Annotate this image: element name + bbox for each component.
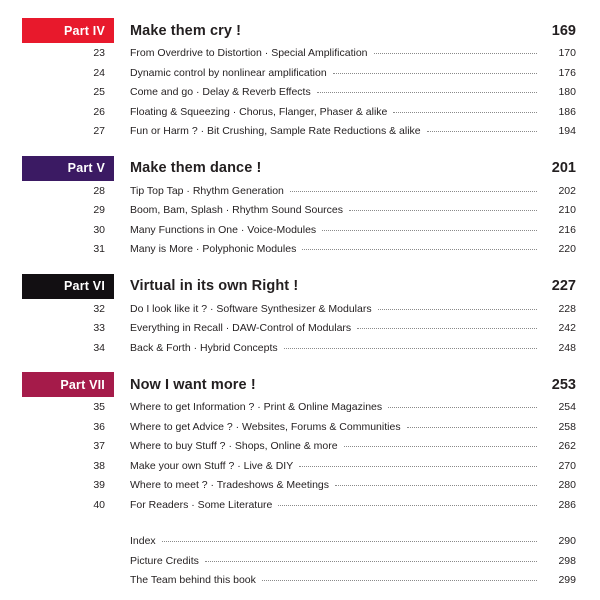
toc-leader-dots bbox=[333, 72, 537, 74]
toc-entry-page-number: 248 bbox=[558, 341, 576, 354]
toc-entry-page-number: 228 bbox=[558, 302, 576, 315]
toc-entry-body bbox=[114, 401, 580, 413]
toc-entry-page-number: 280 bbox=[558, 479, 576, 491]
toc-entry-page-number: 242 bbox=[558, 322, 576, 334]
toc-entry-page-number: 176 bbox=[558, 66, 576, 79]
toc-entry-title: Fun or Harm ? · Bit Crushing, Sample Rate Reductions & alike bbox=[130, 125, 421, 137]
toc-leader-dots bbox=[335, 484, 537, 486]
toc-entry-row[interactable] bbox=[22, 67, 580, 87]
toc-entry-body bbox=[114, 224, 580, 236]
toc-leader-dots bbox=[374, 52, 538, 54]
toc-part-tag: Part V bbox=[22, 156, 114, 181]
toc-entry-title: Floating & Squeezing · Chorus, Flanger, Phaser & alike bbox=[130, 105, 388, 118]
toc-entry-body bbox=[114, 243, 580, 255]
toc-leader-dots bbox=[317, 91, 537, 93]
toc-entry-row[interactable] bbox=[22, 421, 580, 441]
toc-entry-row[interactable] bbox=[22, 303, 580, 323]
toc-entry-title: Many Functions in One · Voice-Modules bbox=[130, 223, 317, 236]
toc-entry-body bbox=[114, 106, 580, 118]
toc-back-matter bbox=[22, 535, 580, 594]
toc-entry-title: From Overdrive to Distortion · Special Amplification bbox=[130, 47, 368, 59]
toc-part-spacer bbox=[22, 145, 580, 154]
toc-leader-dots bbox=[393, 111, 537, 113]
toc-leader-dots bbox=[388, 406, 537, 408]
toc-leader-dots bbox=[162, 540, 537, 542]
toc-entry-number: 34 bbox=[93, 341, 105, 354]
toc-entry-page-number: 216 bbox=[558, 223, 576, 236]
toc-entry-row[interactable] bbox=[22, 185, 580, 205]
toc-entry-body bbox=[114, 303, 580, 315]
toc-part-page-number: 169 bbox=[551, 22, 576, 39]
toc-part-header[interactable] bbox=[22, 372, 580, 397]
toc-entry-number: 38 bbox=[93, 459, 105, 472]
toc-part-title: Make them cry ! bbox=[130, 22, 242, 39]
toc-part-spacer bbox=[22, 361, 580, 370]
toc-entry-row[interactable] bbox=[22, 460, 580, 480]
toc-entry-row[interactable] bbox=[22, 86, 580, 106]
toc-entry-title: Many is More · Polyphonic Modules bbox=[130, 243, 297, 255]
toc-leader-dots bbox=[378, 308, 537, 310]
toc-part-title-wrap bbox=[114, 278, 580, 294]
toc-entry-body bbox=[114, 421, 580, 433]
toc-entry-title: Where to get Advice ? · Websites, Forums & Communities bbox=[130, 420, 401, 433]
toc-entry-number: 33 bbox=[93, 322, 105, 334]
toc-part-title-wrap bbox=[114, 377, 580, 393]
toc-part-spacer bbox=[22, 263, 580, 272]
toc-leader-dots bbox=[262, 579, 537, 581]
toc-leader-dots bbox=[322, 229, 537, 231]
toc-entry-body bbox=[114, 204, 580, 216]
toc-parts-container bbox=[22, 18, 580, 527]
toc-chapter-list bbox=[22, 47, 580, 145]
toc-entry-number: 37 bbox=[93, 440, 105, 452]
toc-entry-number: 23 bbox=[93, 47, 105, 59]
toc-part-title: Virtual in its own Right ! bbox=[130, 278, 299, 294]
toc-part-header[interactable] bbox=[22, 18, 580, 43]
toc-entry-page-number: 298 bbox=[558, 554, 576, 567]
toc-entry-page-number: 180 bbox=[558, 86, 576, 98]
toc-entry-number: 25 bbox=[93, 86, 105, 98]
toc-entry-body bbox=[114, 47, 580, 59]
toc-entry-page-number: 170 bbox=[558, 47, 576, 59]
toc-entry-row[interactable] bbox=[22, 401, 580, 421]
toc-entry-page-number: 210 bbox=[558, 204, 576, 216]
toc-entry-page-number: 258 bbox=[558, 420, 576, 433]
toc-leader-dots bbox=[299, 465, 537, 467]
toc-entry-body bbox=[114, 440, 580, 452]
toc-part-tag: Part VII bbox=[22, 372, 114, 397]
toc-entry-number: 31 bbox=[93, 243, 105, 255]
toc-leader-dots bbox=[349, 209, 537, 211]
toc-entry-number: 26 bbox=[93, 105, 105, 118]
toc-chapter-list bbox=[22, 401, 580, 518]
toc-part-title: Now I want more ! bbox=[130, 376, 256, 393]
toc-entry-body bbox=[114, 125, 580, 137]
toc-entry-row[interactable] bbox=[22, 342, 580, 362]
toc-entry-body bbox=[114, 555, 580, 567]
toc-entry-page-number: 194 bbox=[558, 125, 576, 137]
toc-entry-number: 29 bbox=[93, 204, 105, 216]
toc-chapter-list bbox=[22, 185, 580, 263]
toc-entry-title: Where to buy Stuff ? · Shops, Online & more bbox=[130, 440, 338, 452]
toc-leader-dots bbox=[407, 426, 537, 428]
toc-entry-number: 35 bbox=[93, 401, 105, 413]
toc-entry-page-number: 202 bbox=[558, 184, 576, 197]
toc-entry-page-number: 262 bbox=[558, 440, 576, 452]
toc-leader-dots bbox=[205, 560, 537, 562]
toc-entry-title: Everything in Recall · DAW-Control of Modulars bbox=[130, 322, 352, 334]
toc-entry-row[interactable] bbox=[22, 499, 580, 519]
toc-entry-body bbox=[114, 535, 580, 547]
toc-part-block bbox=[22, 274, 580, 371]
toc-entry-number: 39 bbox=[93, 479, 105, 491]
toc-entry-row[interactable] bbox=[22, 322, 580, 342]
toc-entry-row[interactable] bbox=[22, 440, 580, 460]
toc-part-tag: Part IV bbox=[22, 18, 114, 43]
toc-entry-row[interactable] bbox=[22, 535, 580, 555]
toc-entry-number: 27 bbox=[93, 125, 105, 137]
toc-part-block bbox=[22, 372, 580, 527]
toc-entry-body bbox=[114, 342, 580, 354]
toc-entry-title: For Readers · Some Literature bbox=[130, 498, 273, 511]
toc-entry-title: Tip Top Tap · Rhythm Generation bbox=[130, 184, 284, 197]
toc-leader-dots bbox=[357, 327, 537, 329]
toc-leader-dots bbox=[290, 190, 537, 192]
toc-entry-number: 32 bbox=[93, 302, 105, 315]
toc-part-block bbox=[22, 18, 580, 154]
toc-entry-title: Where to get Information ? · Print & Online Magazines bbox=[130, 401, 383, 413]
toc-entry-body bbox=[114, 499, 580, 511]
toc-part-block bbox=[22, 156, 580, 272]
toc-part-title-wrap bbox=[114, 160, 580, 176]
toc-part-spacer bbox=[22, 518, 580, 527]
toc-part-tag: Part VI bbox=[22, 274, 114, 299]
toc-entry-body bbox=[114, 460, 580, 472]
toc-entry-row[interactable] bbox=[22, 47, 580, 67]
toc-entry-number: 36 bbox=[93, 420, 105, 433]
toc-entry-body bbox=[114, 322, 580, 334]
toc-entry-title: Come and go · Delay & Reverb Effects bbox=[130, 86, 311, 98]
toc-entry-title: Where to meet ? · Tradeshows & Meetings bbox=[130, 479, 330, 491]
toc-entry-number: 24 bbox=[93, 66, 105, 79]
toc-entry-title: Picture Credits bbox=[130, 554, 199, 567]
toc-entry-row[interactable] bbox=[22, 574, 580, 594]
toc-entry-number: 28 bbox=[93, 184, 105, 197]
toc-entry-title: The Team behind this book bbox=[130, 574, 256, 586]
toc-entry-body bbox=[114, 185, 580, 197]
toc-entry-page-number: 299 bbox=[558, 574, 576, 586]
toc-entry-row[interactable] bbox=[22, 224, 580, 244]
toc-entry-title: Index bbox=[130, 535, 156, 547]
toc-entry-row[interactable] bbox=[22, 555, 580, 575]
toc-leader-dots bbox=[427, 130, 537, 132]
toc-entry-row[interactable] bbox=[22, 204, 580, 224]
toc-entry-page-number: 186 bbox=[558, 105, 576, 118]
toc-entry-page-number: 286 bbox=[558, 498, 576, 511]
toc-part-header[interactable] bbox=[22, 156, 580, 181]
toc-entry-page-number: 254 bbox=[558, 401, 576, 413]
toc-entry-body bbox=[114, 67, 580, 79]
toc-leader-dots bbox=[302, 248, 537, 250]
toc-entry-title: Make your own Stuff ? · Live & DIY bbox=[130, 459, 294, 472]
toc-entry-title: Boom, Bam, Splash · Rhythm Sound Sources bbox=[130, 204, 344, 216]
toc-part-page-number: 201 bbox=[551, 160, 576, 176]
toc-entry-body bbox=[114, 86, 580, 98]
toc-part-page-number: 227 bbox=[551, 278, 576, 294]
toc-entry-title: Do I look like it ? · Software Synthesizer & Modulars bbox=[130, 302, 372, 315]
toc-entry-body bbox=[114, 574, 580, 586]
toc-entry-title: Back & Forth · Hybrid Concepts bbox=[130, 341, 278, 354]
toc-entry-page-number: 270 bbox=[558, 459, 576, 472]
toc-entry-title: Dynamic control by nonlinear amplification bbox=[130, 66, 327, 79]
toc-entry-body bbox=[114, 479, 580, 491]
toc-leader-dots bbox=[284, 347, 537, 349]
toc-entry-page-number: 290 bbox=[558, 535, 576, 547]
toc-part-page-number: 253 bbox=[551, 376, 576, 393]
toc-entry-row[interactable] bbox=[22, 243, 580, 263]
toc-entry-row[interactable] bbox=[22, 479, 580, 499]
toc-part-header[interactable] bbox=[22, 274, 580, 299]
toc-entry-number: 30 bbox=[93, 223, 105, 236]
toc-leader-dots bbox=[278, 504, 537, 506]
toc-entry-page-number: 220 bbox=[558, 243, 576, 255]
toc-leader-dots bbox=[344, 445, 537, 447]
toc-entry-row[interactable] bbox=[22, 106, 580, 126]
toc-entry-number: 40 bbox=[93, 498, 105, 511]
toc-part-title-wrap bbox=[114, 23, 580, 39]
toc-part-title: Make them dance ! bbox=[130, 160, 262, 176]
toc-entry-row[interactable] bbox=[22, 125, 580, 145]
toc-chapter-list bbox=[22, 303, 580, 362]
